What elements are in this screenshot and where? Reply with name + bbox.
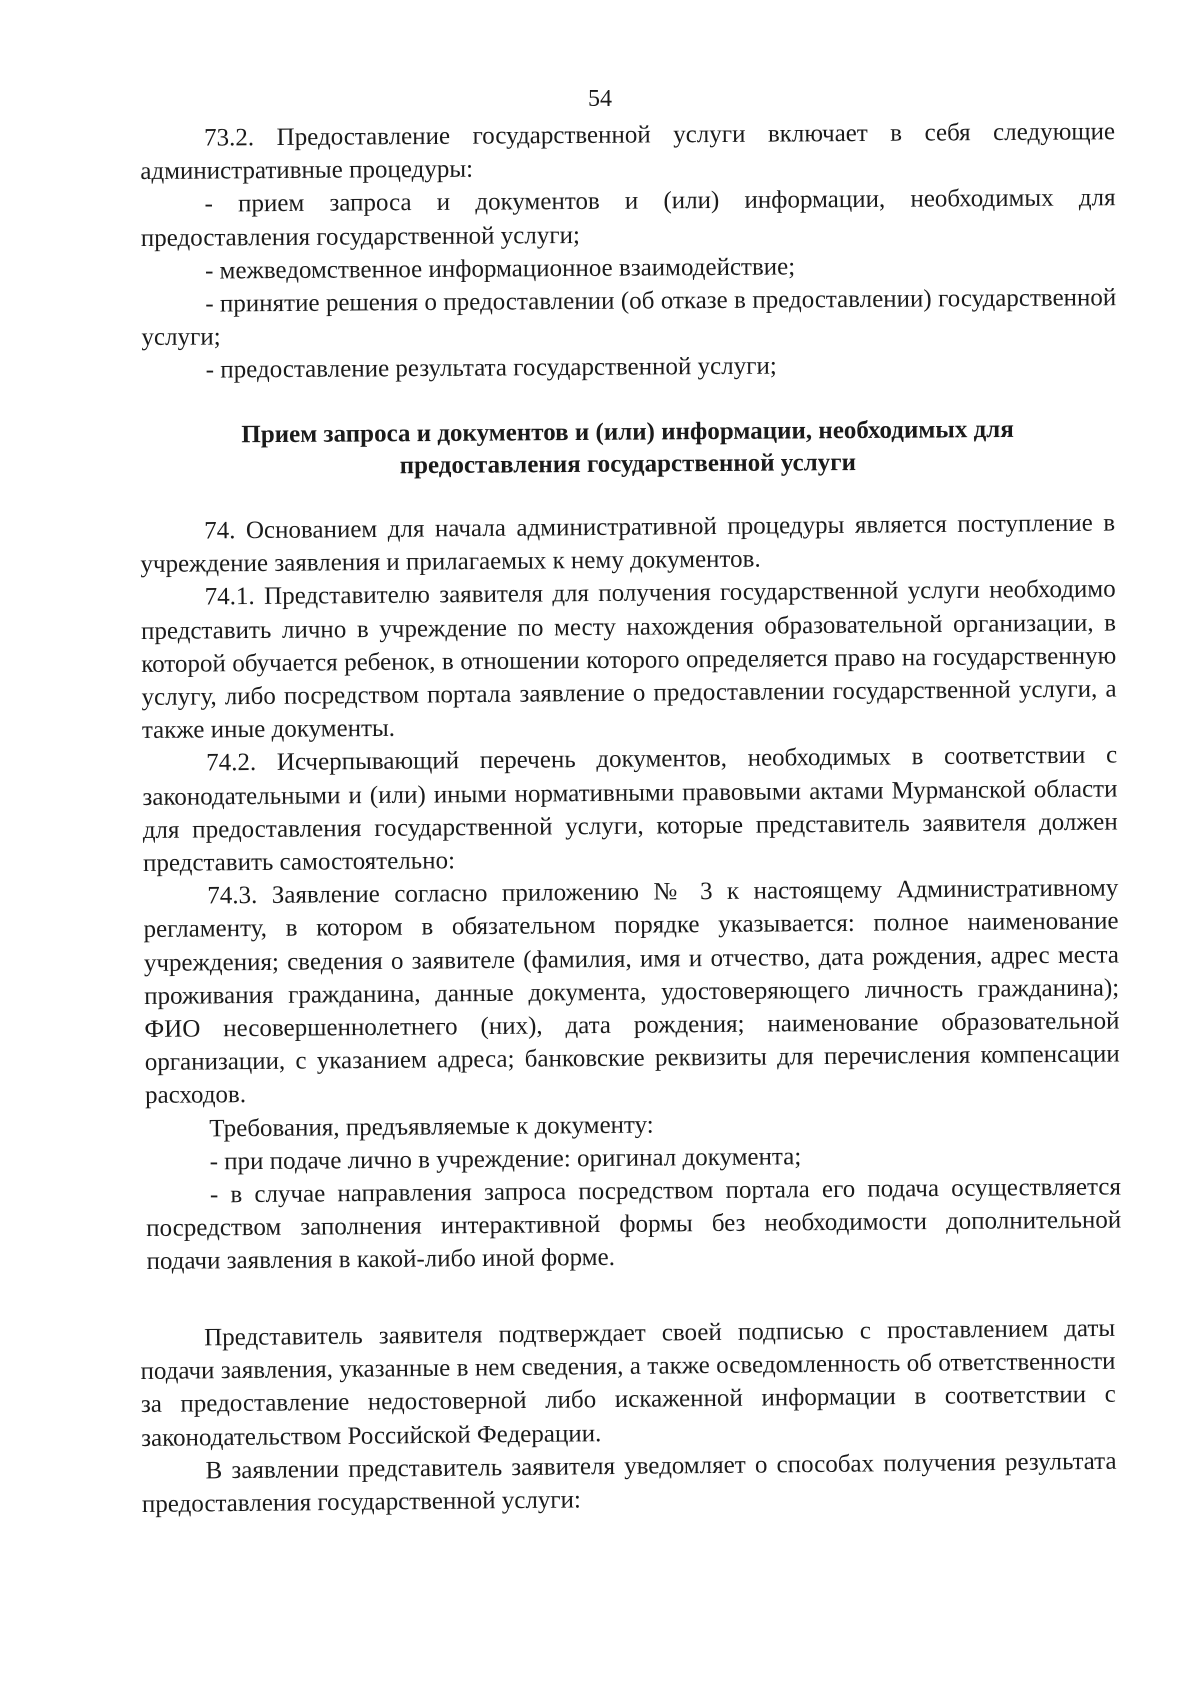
section-heading-line-2: предоставления государственной услуги	[399, 449, 857, 480]
paragraph-signature: Представитель заявителя подтверждает своей подписью с проставлением даты подачи заявления, указанные в нем сведения, а также осведомленность об ответственности за предоставление недостоверной либо искаженной информации в соответствии с законодательством Российской Федерации.	[140, 1314, 1116, 1452]
list-item-result: - предоставление результата государственной услуги;	[205, 352, 777, 384]
paragraph-74-3: 74.3. Заявление согласно приложению № 3 к настоящему Административному регламенту, в котором в обязательном порядке указывается: полное наименование учреждения; сведения о заявителе (фамилия, имя и отчество, дата рождения, адрес места проживания гражданина, данные документа, удостоверяющего личность гражданина); ФИО несовершеннолетнего (них), дата рождения; наименование образовательной организации, с указанием адреса; банковские реквизиты для перечисления компенсации расходов.	[143, 874, 1120, 1110]
paragraph-73-2: 73.2. Предоставление государственной услуги включает в себя следующие административные процедуры:	[140, 118, 1116, 186]
list-item-request-intake: - прием запроса и документов и (или) информации, необходимых для предоставления государственной услуги;	[140, 184, 1116, 252]
section-heading	[140, 413, 1115, 484]
list-item-interagency: - межведомственное информационное взаимодействие;	[204, 253, 796, 285]
paragraph-notification: В заявлении представитель заявителя уведомляет о способах получения результата предоставления государственной услуги:	[141, 1447, 1117, 1519]
section-73-block	[140, 115, 1117, 387]
list-item-in-person: - при подаче лично в учреждение: оригинал документа;	[209, 1143, 802, 1176]
list-item-portal: - в случае направления запроса посредством портала его подача осуществляется посредством заполнения интерактивной формы без необходимости дополнительной подачи заявления в какой-либо иной форме.	[146, 1173, 1122, 1276]
paragraph-74: 74. Основанием для начала административной процедуры является поступление в учреждение заявления и прилагаемых к нему документов.	[140, 509, 1116, 579]
section-heading-line-1: Прием запроса и документов и (или) информации, необходимых для	[241, 415, 1014, 449]
closing-block	[140, 1312, 1117, 1521]
section-74-block	[140, 506, 1122, 1278]
page-number: 54	[588, 86, 612, 112]
paragraph-74-1: 74.1. Представителю заявителя для получения государственной услуги необходимо представить лично в учреждение по месту нахождения образовательной организации, в которой обучается ребенок, в отношении которого определяется право на государственную услугу, либо посредством портала заявление о предоставлении государственной услуги, а также иные документы.	[140, 575, 1117, 745]
paragraph-74-2: 74.2. Исчерпывающий перечень документов, необходимых в соответствии с законодательными и (или) иными нормативными правовыми актами Мурманской области для предоставления государственной услуги, которые представитель заявителя должен представить самостоятельно:	[142, 741, 1118, 878]
list-item-decision: - принятие решения о предоставлении (об отказе в предоставлении) государственной услуги;	[141, 284, 1117, 352]
paragraph-requirements: Требования, предъявляемые к документу:	[209, 1111, 654, 1143]
